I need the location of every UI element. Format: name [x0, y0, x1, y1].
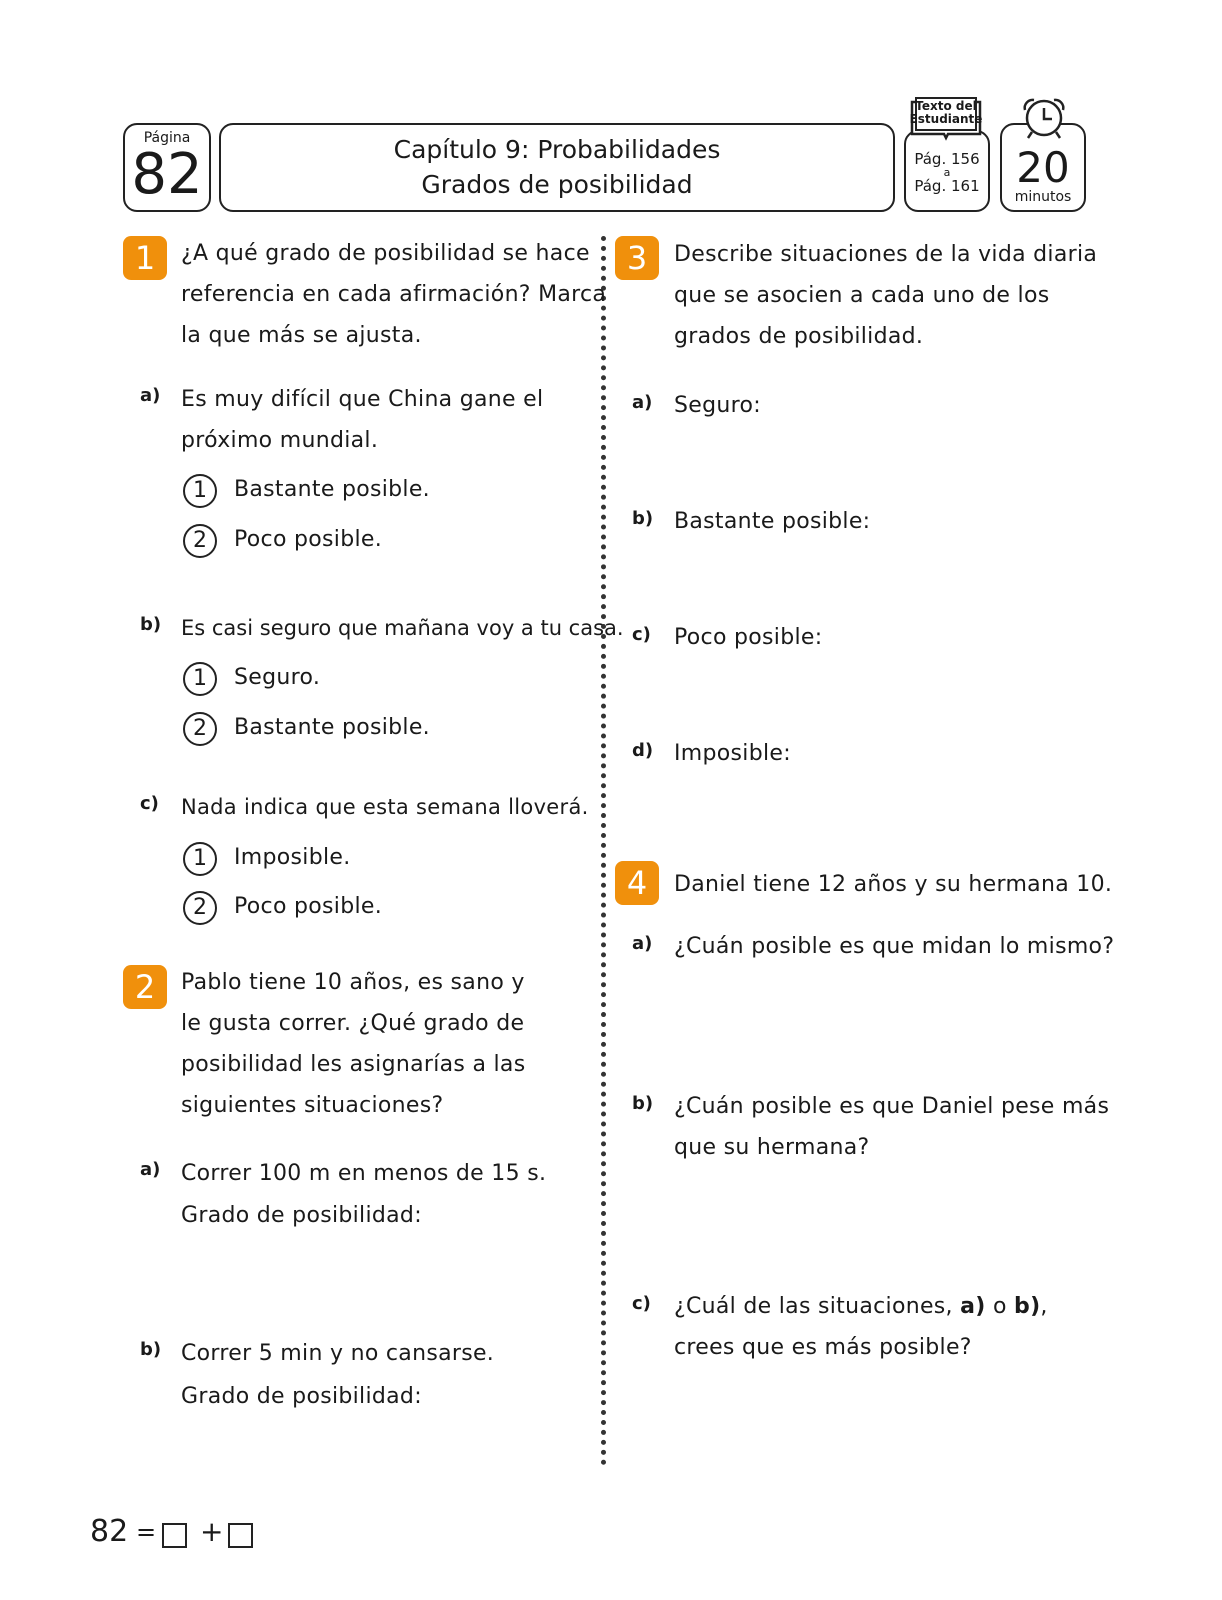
question-4-number: 4 — [615, 861, 659, 905]
item-2a-answer-label: Grado de posibilidad: — [181, 1203, 422, 1228]
question-2-prompt-line1: Pablo tiene 10 años, es sano y — [181, 970, 525, 995]
question-1-number: 1 — [123, 236, 167, 280]
item-4c-text-pre: ¿Cuál de las situaciones, — [674, 1294, 961, 1319]
option-1c-2-circle[interactable]: 2 — [183, 891, 217, 925]
item-1c-letter: c) — [140, 793, 159, 814]
option-1a-1-label: Bastante posible. — [234, 477, 430, 502]
item-4b-text-line2: que su hermana? — [674, 1135, 870, 1160]
question-3-prompt-line3: grados de posibilidad. — [674, 324, 924, 349]
option-1c-1-label: Imposible. — [234, 845, 351, 870]
item-4a-text: ¿Cuán posible es que midan lo mismo? — [674, 934, 1115, 959]
footer-box-2 — [228, 1523, 253, 1548]
item-2b-answer-label: Grado de posibilidad: — [181, 1384, 422, 1409]
question-1-prompt-line1: ¿A qué grado de posibilidad se hace — [181, 241, 590, 266]
question-2-prompt-line4: siguientes situaciones? — [181, 1093, 444, 1118]
option-1c-1-circle[interactable]: 1 — [183, 842, 217, 876]
question-1-prompt-line3: la que más se ajusta. — [181, 323, 422, 348]
pages-to: Pág. 161 — [914, 177, 980, 195]
item-3c-label: Poco posible: — [674, 625, 823, 650]
footer-page-number: 82 — [90, 1514, 129, 1549]
option-1b-1-circle[interactable]: 1 — [183, 662, 217, 696]
option-1a-2-label: Poco posible. — [234, 527, 382, 552]
question-3-number: 3 — [615, 236, 659, 280]
question-2-prompt-line3: posibilidad les asignarías a las — [181, 1052, 526, 1077]
chapter-title: Capítulo 9: Probabilidades — [393, 135, 721, 164]
item-3b-letter: b) — [632, 508, 654, 529]
option-1a-1-circle[interactable]: 1 — [183, 474, 217, 508]
item-2a-letter: a) — [140, 1159, 161, 1180]
option-1b-2-label: Bastante posible. — [234, 715, 430, 740]
question-3-prompt-line1: Describe situaciones de la vida diaria — [674, 242, 1098, 267]
item-2b-text: Correr 5 min y no cansarse. — [181, 1341, 495, 1366]
pages-separator: a — [943, 166, 951, 179]
time-unit: minutos — [1014, 189, 1072, 205]
option-1b-2-circle[interactable]: 2 — [183, 712, 217, 746]
item-1b-letter: b) — [140, 614, 162, 635]
page-number-box — [123, 123, 211, 212]
item-3a-letter: a) — [632, 392, 653, 413]
option-1c-2-label: Poco posible. — [234, 894, 382, 919]
question-3-prompt-line2: que se asocien a cada uno de los — [674, 283, 1050, 308]
item-3b-label: Bastante posible: — [674, 509, 871, 534]
textbook-label: Texto del Estudiante — [909, 99, 983, 126]
page-number: 82 — [131, 142, 203, 207]
item-3d-label: Imposible: — [674, 741, 791, 766]
item-2b-letter: b) — [140, 1339, 162, 1360]
page-label: Página — [143, 130, 191, 146]
question-2-prompt-line2: le gusta correr. ¿Qué grado de — [181, 1011, 525, 1036]
item-1a-text-line2: próximo mundial. — [181, 428, 379, 453]
item-4c-ref-b: b) — [1014, 1294, 1041, 1319]
item-4c-ref-a: a) — [960, 1294, 986, 1319]
item-4c-text-post: , — [1040, 1294, 1048, 1319]
footer-plus: + — [200, 1515, 224, 1548]
footer-equals: = — [136, 1518, 157, 1546]
item-1a-text-line1: Es muy difícil que China gane el — [181, 387, 544, 412]
item-1b-text: Es casi seguro que mañana voy a tu casa. — [181, 616, 624, 640]
item-4c-text-mid: o — [985, 1294, 1015, 1319]
question-4-prompt: Daniel tiene 12 años y su hermana 10. — [674, 872, 1113, 897]
item-2a-text: Correr 100 m en menos de 15 s. — [181, 1161, 547, 1186]
item-4b-text-line1: ¿Cuán posible es que Daniel pese más — [674, 1094, 1110, 1119]
question-1-prompt-line2: referencia en cada afirmación? Marca — [181, 282, 607, 307]
item-1a-letter: a) — [140, 385, 161, 406]
item-4b-letter: b) — [632, 1093, 654, 1114]
item-4c-text-line2: crees que es más posible? — [674, 1335, 972, 1360]
textbook-reference-box — [904, 130, 990, 212]
topic-title: Grados de posibilidad — [421, 170, 693, 199]
item-3a-label: Seguro: — [674, 393, 761, 418]
footer-box-1 — [162, 1523, 187, 1548]
column-divider — [601, 236, 606, 1466]
item-4c-letter: c) — [632, 1293, 651, 1314]
option-1b-1-label: Seguro. — [234, 665, 321, 690]
item-4c-text-line1 — [674, 1286, 1048, 1327]
time-value: 20 — [1016, 143, 1070, 192]
item-3c-letter: c) — [632, 624, 651, 645]
pages-from: Pág. 156 — [914, 150, 980, 168]
item-1c-text: Nada indica que esta semana lloverá. — [181, 795, 589, 819]
question-2-number: 2 — [123, 965, 167, 1009]
chapter-title-box — [219, 123, 895, 212]
item-3d-letter: d) — [632, 740, 654, 761]
alarm-clock-icon — [1014, 96, 1074, 144]
item-4a-letter: a) — [632, 933, 653, 954]
option-1a-2-circle[interactable]: 2 — [183, 524, 217, 558]
